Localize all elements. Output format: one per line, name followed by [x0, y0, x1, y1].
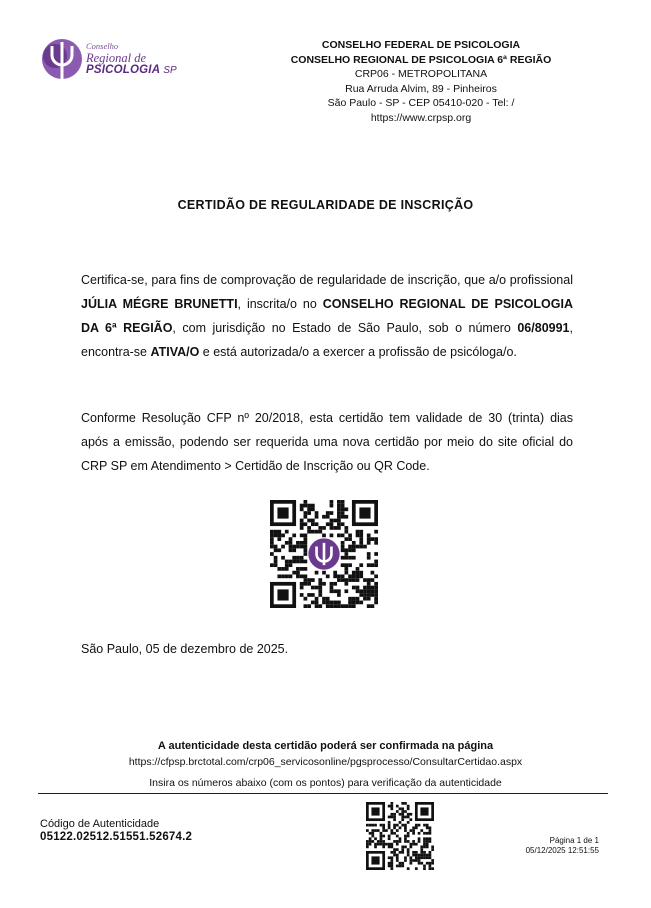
qr-center-logo-icon [308, 538, 339, 569]
certificate-title: CERTIDÃO DE REGULARIDADE DE INSCRIÇÃO [177, 198, 474, 212]
logo-line-1: Conselho [86, 41, 119, 51]
org-header [290, 38, 552, 125]
p1-text-c: , com jurisdição no Estado de São Paulo, sob o número [172, 321, 518, 335]
verification-hint: Insira os números abaixo (com os pontos) para verificação da autenticidade [149, 777, 502, 789]
qr-finder-pattern [272, 584, 294, 606]
org-regional: CONSELHO REGIONAL DE PSICOLOGIA 6ª REGIÃO [290, 53, 552, 66]
p1-text-a: Certifica-se, para fins de comprovação de regularidade de inscrição, que a/o profissional [81, 273, 573, 287]
page-number: Página 1 de 1 [549, 836, 599, 845]
org-website: https://www.crpsp.org [370, 111, 472, 124]
p1-text-d: , encontra-se [81, 321, 573, 359]
validity-paragraph: Conforme Resolução CFP nº 20/2018, esta certidão tem validade de 30 (trinta) dias após a emissão, podendo ser requerida uma nova certidão por meio do site oficial do CRP SP em Atendimento > Certidão de Inscrição ou QR Code. [81, 411, 573, 473]
registration-status: ATIVA/O [150, 345, 200, 359]
page-info [526, 836, 599, 856]
place-date: São Paulo, 05 de dezembro de 2025. [81, 642, 289, 656]
verification-qr-code[interactable] [270, 500, 378, 608]
logo-wordmark [86, 42, 177, 77]
p1-text-e: e está autorizada/o a exercer a profissão de psicóloga/o. [199, 345, 517, 359]
registration-number: 06/80991 [517, 321, 570, 335]
council-name: CONSELHO REGIONAL DE PSICOLOGIA DA 6ª REGIÃO [81, 297, 573, 335]
auth-code-label: Código de Autenticidade [40, 818, 160, 830]
qr-finder-pattern [367, 852, 383, 868]
org-federal: CONSELHO FEDERAL DE PSICOLOGIA [321, 39, 521, 51]
p1-text-b: , inscrita/o no [237, 297, 323, 311]
psi-logo-icon [40, 36, 84, 84]
qr-finder-pattern [416, 803, 432, 819]
logo-line-3 [86, 65, 177, 77]
org-city: São Paulo - SP - CEP 05410-020 - Tel: / [327, 97, 515, 109]
professional-name: JÚLIA MÉGRE BRUNETTI [81, 297, 238, 311]
qr-finder-pattern [272, 502, 294, 524]
logo-psicologia: PSICOLOGIA [86, 64, 160, 76]
authenticity-note: A autenticidade desta certidão poderá ser confirmada na página [157, 740, 494, 752]
logo-sp: SP [163, 65, 177, 76]
org-street: Rua Arruda Alvim, 89 - Pinheiros [345, 82, 497, 95]
footer-divider [38, 793, 608, 794]
auth-qr-code[interactable] [366, 802, 434, 870]
auth-code: 05122.02512.51551.52674.2 [40, 831, 193, 843]
crpsp-logo [40, 36, 180, 86]
org-unit: CRP06 - METROPOLITANA [354, 68, 488, 80]
issue-timestamp: 05/12/2025 12:51:55 [525, 846, 599, 855]
qr-finder-pattern [354, 502, 376, 524]
certification-paragraph [81, 268, 573, 364]
qr-finder-pattern [367, 803, 383, 819]
verification-url[interactable]: https://cfpsp.brctotal.com/crp06_servicosonline/pgsprocesso/ConsultarCertidao.aspx [128, 756, 523, 768]
logo-line-2: Regional de [86, 50, 147, 65]
